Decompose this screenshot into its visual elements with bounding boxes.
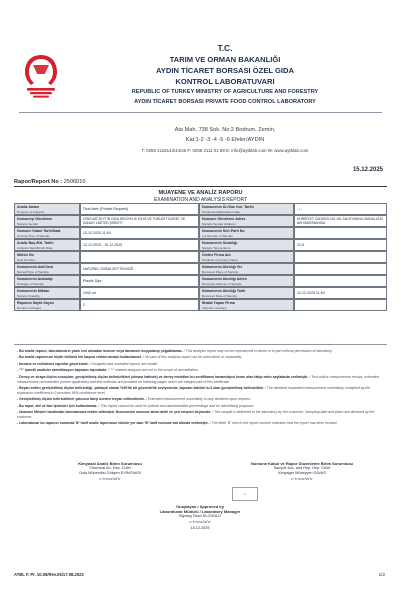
table-label-cell: [199, 299, 294, 311]
header-divider: [19, 112, 382, 113]
page-number: 1/2: [378, 572, 385, 577]
header-tc: T.C.: [217, 43, 233, 53]
report-date: 15.12.2025: [352, 167, 383, 173]
note-item: [17, 386, 385, 395]
table-value-cell: [294, 299, 387, 311]
note-en: / Extended measurement uncertainty is only declared upon request.: [145, 397, 251, 402]
label-tr: Numunenin Sıcaklığı: [202, 241, 238, 245]
note-tr: - Genişletilmiş ölçüm belirsizlikleri yalnızca talep üzerine beyan edilmektedir.: [17, 397, 145, 402]
address-line1: Ata Mah. 738 Sok. No:2 Bodrum, Zemin,: [174, 127, 276, 133]
report-number-value: 2506010: [63, 179, 86, 185]
table-value-cell: [80, 251, 199, 263]
label-en: Analysis Start/Finish Date: [17, 245, 53, 250]
label-en: Received Address of Sample: [202, 281, 242, 286]
label-en: Sample Sender: [17, 221, 39, 226]
report-title: MUAYENE VE ANALİZ RAPORU: [158, 190, 243, 196]
e-signature-mark: e-imzalıdır: [189, 519, 211, 524]
table-label-cell: [14, 299, 80, 311]
header-lab: KONTROL LABORATUVARI: [175, 77, 275, 86]
label-tr: İthalat Yapan Firma: [202, 301, 235, 305]
note-item: [17, 362, 385, 367]
report-divider: [14, 186, 387, 187]
value: 21,9: [297, 243, 304, 247]
note-item: [17, 368, 385, 373]
note-tr: - Numune Müşteri tarafından laboratuvara teslim edilmiştir. Numunenin numune alma tarihi ve yeri müşteri beyanıdır.: [17, 410, 212, 415]
value: [295, 228, 386, 231]
value: [81, 252, 198, 255]
table-value-cell: [80, 287, 199, 299]
signature-role-en: Sample Acc. and Rep. Dep. Chief: [273, 466, 331, 470]
signature-sample-chief: [222, 461, 382, 481]
table-label-cell: [14, 215, 80, 227]
note-tr: - Bu analiz raporu, laboratuvarın yazılı izni olmadan kısmen veya tamamen kopyalanıp çoğaltılamaz.: [17, 349, 183, 353]
note-en: / No part of this analysis report can be used alone or separately.: [143, 355, 243, 360]
table-label-cell: [14, 227, 80, 239]
label-en: Importer company: [202, 305, 227, 310]
label-en: Package of Sample: [17, 281, 44, 286]
label-tr: Numunenin Ambalajı: [17, 277, 53, 281]
value: - / -: [297, 207, 303, 211]
label-en: Name&Type of Sample: [17, 269, 49, 274]
note-item: [17, 421, 385, 426]
label-tr: Numunenin Alındığı Adres: [202, 277, 247, 281]
table-label-cell: [199, 203, 294, 215]
table-label-cell: [199, 215, 294, 227]
value: [295, 276, 386, 279]
signature-title: Numune Kabul ve Rapor Düzenleme Birim Sorumlusu: [250, 461, 354, 466]
note-en: / The letter 'B' next to the report number indicates that the report has been revised.: [209, 421, 338, 426]
value: 12.12.2025 11:54: [297, 291, 325, 295]
table-value-cell: [80, 203, 199, 215]
header-english-line1: REPUBLIC OF TURKEY MINISTRY OF AGRICULTURE AND FORESTRY: [131, 89, 319, 95]
signature-date: 15.12.2025: [190, 526, 210, 530]
table-label-cell: [14, 287, 80, 299]
table-label-cell: [14, 251, 80, 263]
label-en: Seal Number: [17, 257, 36, 262]
signature-name: Gıda Mühendisi Gökşen EVİNOVASI: [79, 471, 141, 475]
label-en: Arriving Time of Sample: [17, 233, 50, 238]
value: NATUREL SIZMA ZEYTİNYAĞI: [83, 267, 134, 271]
label-tr: Mühür No: [17, 253, 34, 257]
signature-role-en: Chemical An. Dep. Chief: [89, 466, 131, 470]
label-tr: Numunenin Seri-Parti No: [202, 229, 245, 233]
report-notes: [17, 349, 385, 428]
note-item: [17, 355, 385, 360]
label-en: Received Place of Sample: [202, 269, 239, 274]
table-value-cell: [294, 227, 387, 239]
label-en: Lot Number of Sample: [202, 233, 233, 238]
signature-name: Kimyager Müzeyyen DAVAS: [278, 471, 326, 475]
label-tr: Numuneyi Gönderen: [17, 217, 53, 221]
note-item: [17, 397, 385, 402]
header-ministry: TARIM VE ORMAN BAKANLIĞI: [169, 55, 281, 64]
report-title-english: EXAMINATION AND ANALYSIS REPORT: [153, 197, 248, 203]
value: HÜRRİYET CADDESİ NO:161 SÜLEYMANLI MAHALLESİ AKHİSAR/MANİSA: [297, 217, 383, 225]
signature-name: Biyolog Özen ELGÜNLÜ: [179, 514, 221, 518]
label-tr: Analiz Baş./Bit. Tarihi: [17, 241, 54, 245]
note-en: / The declared expanded measurement uncertainty multiplied by the expansion coefficient k=2 provides 95% confidence level.: [17, 386, 371, 395]
table-label-cell: [199, 287, 294, 299]
signature-title: Onaylayan / Approved by: [176, 504, 224, 509]
table-value-cell: [80, 275, 199, 287]
note-en: / This report cannot be used for judicial and administrative proceedings and for advertising purposes.: [98, 403, 255, 408]
note-tr: - İmzasız ve mühürsüz raporlar geçersizdir.: [17, 361, 89, 366]
report-number-label: Rapor/Report No :: [14, 179, 63, 185]
table-label-cell: [199, 263, 294, 275]
label-tr: Numunenin Alındığı Yer: [202, 265, 243, 269]
note-item: [17, 404, 385, 409]
label-en: Sample Temperature: [202, 245, 231, 250]
value: 12.12.2025 - 15.12.2025: [83, 243, 123, 247]
note-tr: - Beyan edilen genişletilmiş ölçüm belirsizliği, yaklaşık olarak %95'lik bir güvenilirlik seviyesinde, kapsam faktörü k=2 olan genişletilmiş belirsizliktir.: [17, 386, 264, 391]
header-exchange: AYDIN TİCARET BORSASI ÖZEL GIDA: [156, 66, 294, 75]
laboratory-stamp: ●: [232, 487, 258, 501]
value: 2: [83, 303, 85, 307]
label-tr: Numunenin Adı/Cinsi: [17, 265, 54, 269]
label-tr: Numunenin Miktarı: [17, 289, 50, 293]
note-item: [17, 375, 385, 384]
signature-role: Laboratuvar Müdürü / Laboratory Manager: [159, 509, 241, 514]
table-value-cell: [80, 299, 199, 311]
table-value-cell: [294, 263, 387, 275]
note-tr: - Laboratuvar bu raporun sonunda 'B' harfi analiz raporunun ekinde yer alan 'B' harfi numune adı altında verilmiştir.: [17, 421, 209, 426]
table-label-cell: [199, 227, 294, 239]
value: [295, 252, 386, 255]
label-tr: Analiz Amacı: [17, 205, 40, 209]
table-value-cell: [80, 227, 199, 239]
table-label-cell: [199, 251, 294, 263]
table-value-cell: [294, 239, 387, 251]
table-label-cell: [199, 275, 294, 287]
label-en: Producer Company Name: [202, 257, 238, 262]
label-tr: Numunenin Alındığı Tarih: [202, 289, 246, 293]
signature-title: Kimyasal Analiz Birim Sorumlusu: [78, 461, 142, 466]
table-value-cell: [294, 275, 387, 287]
note-en: / Test and/or measurement results, extended measurement uncertainties (where applicable) and test methods are provided on following pages which are integral part of this certificate.: [17, 374, 379, 384]
table-label-cell: [14, 263, 80, 275]
ministry-logo: [19, 52, 63, 102]
label-tr: Üretici Firma Adı: [202, 253, 231, 257]
note-en: / "*" marked analyses are not in the scope of accreditation.: [108, 368, 199, 373]
label-tr: Numunenin Ür./Son Kul. Tarihi: [202, 205, 254, 209]
table-label-cell: [14, 203, 80, 215]
report-number: [14, 179, 86, 185]
note-tr: - "*" işaretli analizler akreditasyon kapsamı dışındadır.: [17, 368, 108, 373]
table-label-cell: [14, 275, 80, 287]
signature-lab-manager: [120, 504, 280, 531]
label-tr: Raporun Sayfa Sayısı: [17, 301, 54, 305]
table-value-cell: [80, 263, 199, 275]
note-en: / This analysis report may not be reproduced in whole or in part without permission of laboratory.: [183, 349, 333, 353]
note-tr: - Bu rapor, atıf ve ilan işlemleri için kullanılamaz.: [17, 403, 98, 408]
label-en: Sample Sender Address: [202, 221, 236, 226]
value: Plastik Şişe: [83, 279, 102, 283]
note-tr: - Bu analiz raporunun hiçbir bölümü tek başına reklam amaçlı kullanılamaz.: [17, 355, 143, 360]
label-tr: Numune Gönderen Adres: [202, 217, 246, 221]
label-en: Purpose of Analysis: [17, 209, 45, 214]
form-code: ATBL F. Pr. 10.05/Rev.05/17.08.2022: [14, 572, 84, 577]
e-signature-mark: e-imzalıdır: [99, 476, 121, 481]
label-en: Production&Expiration Date: [202, 209, 241, 214]
note-en: / The sample is delivered to the laboratory by the customer. Sampling date and place are declared by the customer.: [17, 410, 375, 419]
table-label-cell: [14, 239, 80, 251]
e-signature-mark: e-imzalıdır: [291, 476, 313, 481]
note-item: [17, 349, 385, 354]
notes-divider: [14, 344, 387, 345]
table-value-cell: [294, 251, 387, 263]
label-en: Sample Quantity: [17, 293, 40, 298]
table-value-cell: [294, 203, 387, 215]
address-contact: T: 0256 2116143/44/46 F: 0256 2111 01 88 E: info@aytblab.com W: www.aytblab.com: [141, 148, 309, 153]
label-en: Received Date of Sample: [202, 293, 238, 298]
value: [295, 264, 386, 267]
value: GÖKDAĞ ZEYTİN GIDA HEDİYELİK EŞYA VE TURİZM TİCARET VE SANAYİ LİMİTED ŞİRKETİ: [83, 217, 186, 225]
signature-chemical-chief: [40, 461, 180, 481]
note-item: [17, 410, 385, 419]
table-label-cell: [199, 239, 294, 251]
label-tr: Numune Kabul Tarih/Saat: [17, 229, 61, 233]
value: 12.12.2025 11:54: [83, 231, 111, 235]
value: Özel İstek (Private Request): [83, 207, 128, 211]
value: [295, 300, 386, 303]
table-value-cell: [294, 215, 387, 227]
note-tr: - Deney ve ziraya ölçüm sonuçları; genişletilmiş ölçüm belirsizlikleri (olması halinde) ve deney metotları bu sertifikanın tamamlayıcı kısmı olan takip eden sayfalarda verilmiştir.: [17, 374, 309, 379]
value: 1000 ml: [83, 291, 96, 295]
address-line2: Kat:1-2 -3 -4 -5 -6 Efeler/AYDIN: [185, 137, 265, 143]
label-en: Number of Pages: [17, 305, 42, 310]
header-english-line2: AYDIN TİCARET BORSASI PRIVATE FOOD CONTROL LABORATORY: [134, 99, 316, 105]
table-value-cell: [294, 287, 387, 299]
table-value-cell: [80, 239, 199, 251]
table-value-cell: [80, 215, 199, 227]
note-en: / Unsigned and unsealed reports are invalid.: [89, 361, 159, 366]
